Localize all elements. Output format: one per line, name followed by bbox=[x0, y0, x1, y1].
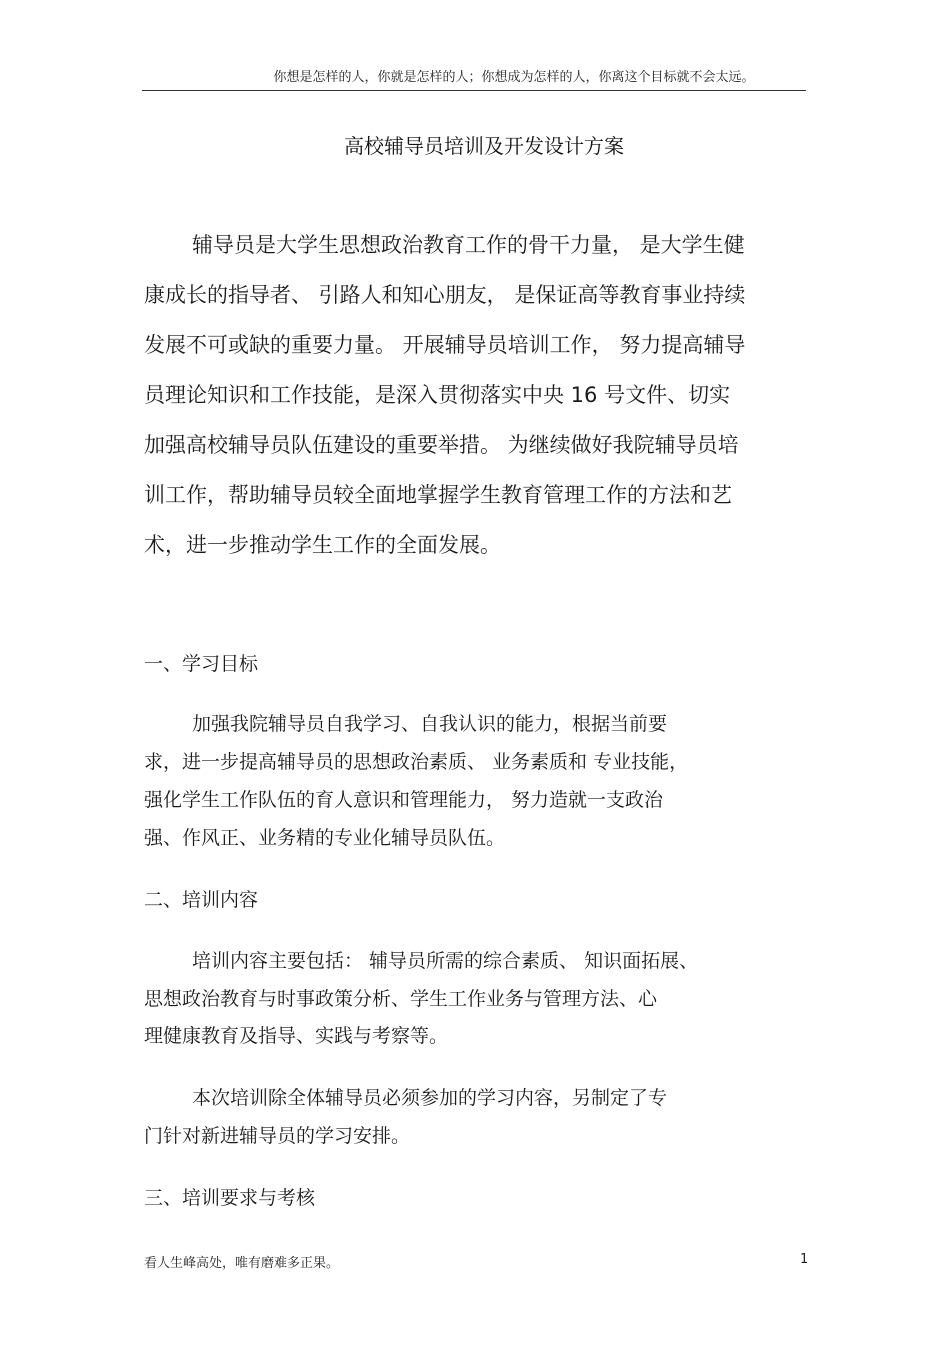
section-line: 门针对新进辅导员的学习安排。 bbox=[144, 1125, 411, 1147]
intro-line: 术，进一步推动学生工作的全面发展。 bbox=[144, 533, 501, 557]
section-heading: 一、学习目标 bbox=[144, 653, 259, 675]
section-line: 思想政治教育与时事政策分析、学生工作业务与管理方法、心 bbox=[144, 988, 658, 1010]
section-line: 本次培训除全体辅导员必须参加的学习内容，另制定了专 bbox=[192, 1087, 668, 1109]
intro-line: 康成长的指导者、 引路人和知心朋友， 是保证高等教育事业持续 bbox=[144, 283, 746, 307]
header-rule bbox=[142, 90, 806, 91]
intro-line: 员理论知识和工作技能，是深入贯彻落实中央 16 号文件、切实 bbox=[144, 383, 731, 407]
document-title: 高校辅导员培训及开发设计方案 bbox=[344, 134, 624, 158]
section-heading: 二、培训内容 bbox=[144, 889, 259, 911]
section-line: 理健康教育及指导、实践与考察等。 bbox=[144, 1025, 449, 1047]
intro-line: 训工作，帮助辅导员较全面地掌握学生教育管理工作的方法和艺 bbox=[144, 483, 732, 507]
section-line: 强化学生工作队伍的育人意识和管理能力， 努力造就一支政治 bbox=[144, 789, 664, 811]
section-line: 求，进一步提高辅导员的思想政治素质、 业务素质和 专业技能， bbox=[144, 751, 689, 773]
intro-line: 辅导员是大学生思想政治教育工作的骨干力量， 是大学生健 bbox=[192, 233, 745, 257]
section-line: 强、作风正、业务精的专业化辅导员队伍。 bbox=[144, 827, 506, 849]
intro-line: 发展不可或缺的重要力量。 开展辅导员培训工作， 努力提高辅导 bbox=[144, 333, 746, 357]
section-line: 加强我院辅导员自我学习、自我认识的能力，根据当前要 bbox=[192, 713, 668, 735]
page-footer-motto: 看人生峰高处，唯有磨难多正果。 bbox=[144, 1256, 340, 1271]
intro-line: 加强高校辅导员队伍建设的重要举措。 为继续做好我院辅导员培 bbox=[144, 433, 739, 457]
section-heading: 三、培训要求与考核 bbox=[144, 1187, 316, 1209]
page-number: 1 bbox=[800, 1252, 809, 1267]
page-header-motto: 你想是怎样的人，你就是怎样的人；你想成为怎样的人，你离这个目标就不会太远。 bbox=[273, 70, 755, 85]
section-line: 培训内容主要包括： 辅导员所需的综合素质、 知识面拓展、 bbox=[192, 950, 699, 972]
